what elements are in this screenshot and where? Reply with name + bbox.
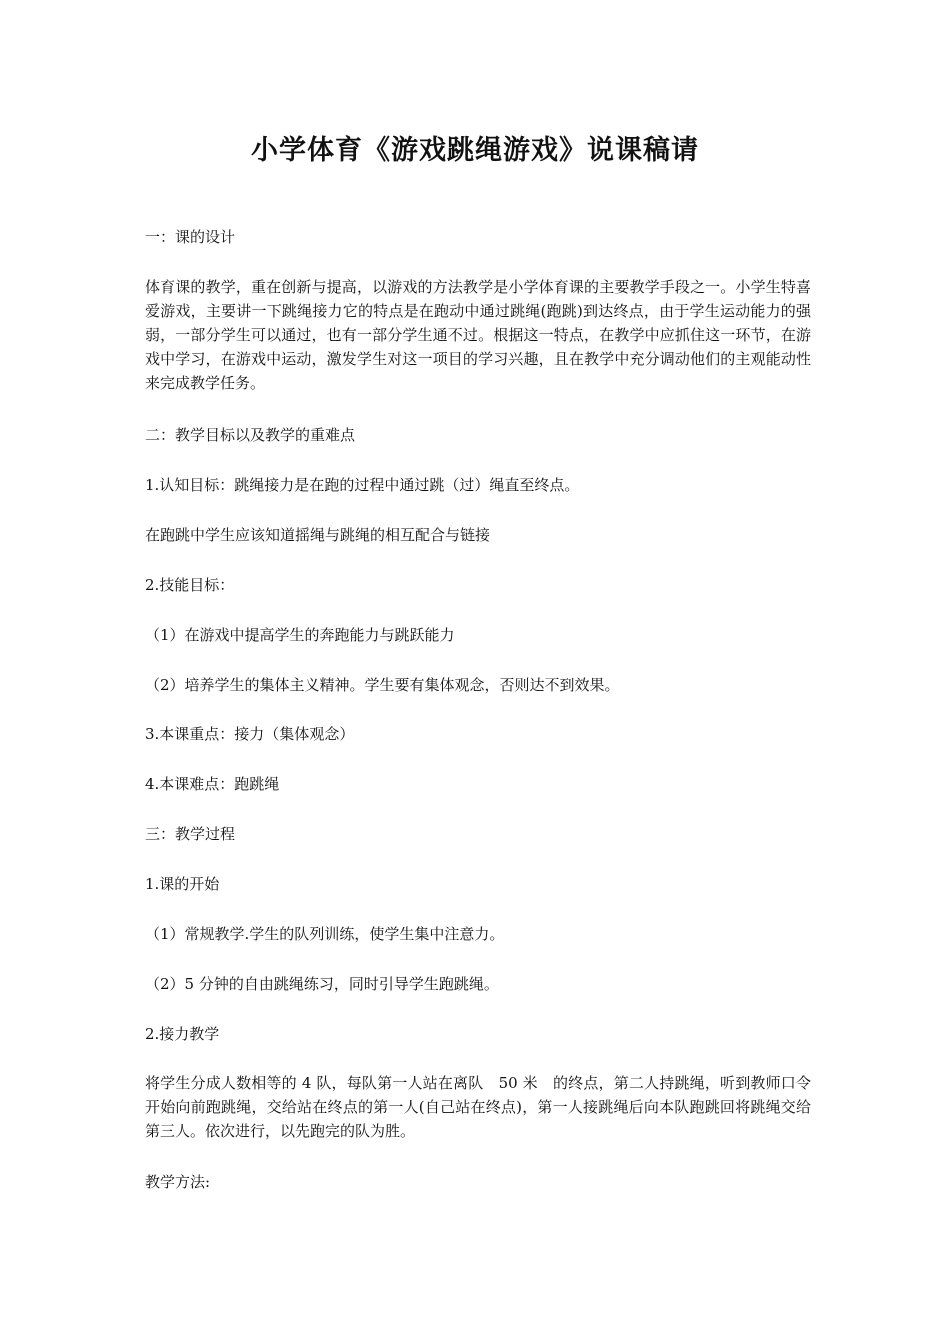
list-item-routine: （1）常规教学.学生的队列训练，使学生集中注意力。 xyxy=(145,925,505,943)
paragraph-cooperation: 在跑跳中学生应该知道摇绳与跳绳的相互配合与链接 xyxy=(145,526,491,544)
list-item-free-practice: （2）5 分钟的自由跳绳练习，同时引导学生跑跳绳。 xyxy=(145,975,499,993)
paragraph-skill-goal: 2.技能目标： xyxy=(145,576,235,594)
list-item-skill-1: （1）在游戏中提高学生的奔跑能力与跳跃能力 xyxy=(145,626,455,644)
section-heading-process: 三：教学过程 xyxy=(145,825,236,843)
paragraph-relay-description: 将学生分成人数相等的 4 队，每队第一人站在离队 50 米 的终点，第二人持跳绳，听到教师口令开始向前跑跳绳，交给站在终点的第一人(自己站在终点)，第一人接跳绳后向本队跑跳回将跳绳交给第三人。依次进行，以先跑完的队为胜。 xyxy=(145,1074,811,1140)
paragraph-difficult-point: 4.本课难点：跑跳绳 xyxy=(145,775,280,793)
section-heading-course-design: 一：课的设计 xyxy=(145,228,236,246)
paragraph-lesson-start: 1.课的开始 xyxy=(145,875,220,893)
paragraph-course-design: 体育课的教学，重在创新与提高，以游戏的方法教学是小学体育课的主要教学手段之一。小学生特喜爱游戏，主要讲一下跳绳接力它的特点是在跑动中通过跳绳(跑跳)到达终点，由于学生运动能力的强弱，一部分学生可以通过，也有一部分学生通不过。根据这一特点，在教学中应抓住这一环节，在游戏中学习，在游戏中运动，激发学生对这一项目的学习兴趣，且在教学中充分调动他们的主观能动性来完成教学任务。 xyxy=(145,278,811,392)
document-title: 小学体育《游戏跳绳游戏》说课稿请 xyxy=(251,135,699,166)
paragraph-cognitive-goal: 1.认知目标：跳绳接力是在跑的过程中通过跳（过）绳直至终点。 xyxy=(145,476,580,494)
paragraph-teaching-method: 教学方法: xyxy=(145,1173,211,1191)
paragraph-relay-teaching: 2.接力教学 xyxy=(145,1025,220,1043)
paragraph-key-point: 3.本课重点：接力（集体观念） xyxy=(145,725,355,743)
section-heading-objectives: 二：教学目标以及教学的重难点 xyxy=(145,426,356,444)
list-item-skill-2: （2）培养学生的集体主义精神。学生要有集体观念，否则达不到效果。 xyxy=(145,676,620,694)
